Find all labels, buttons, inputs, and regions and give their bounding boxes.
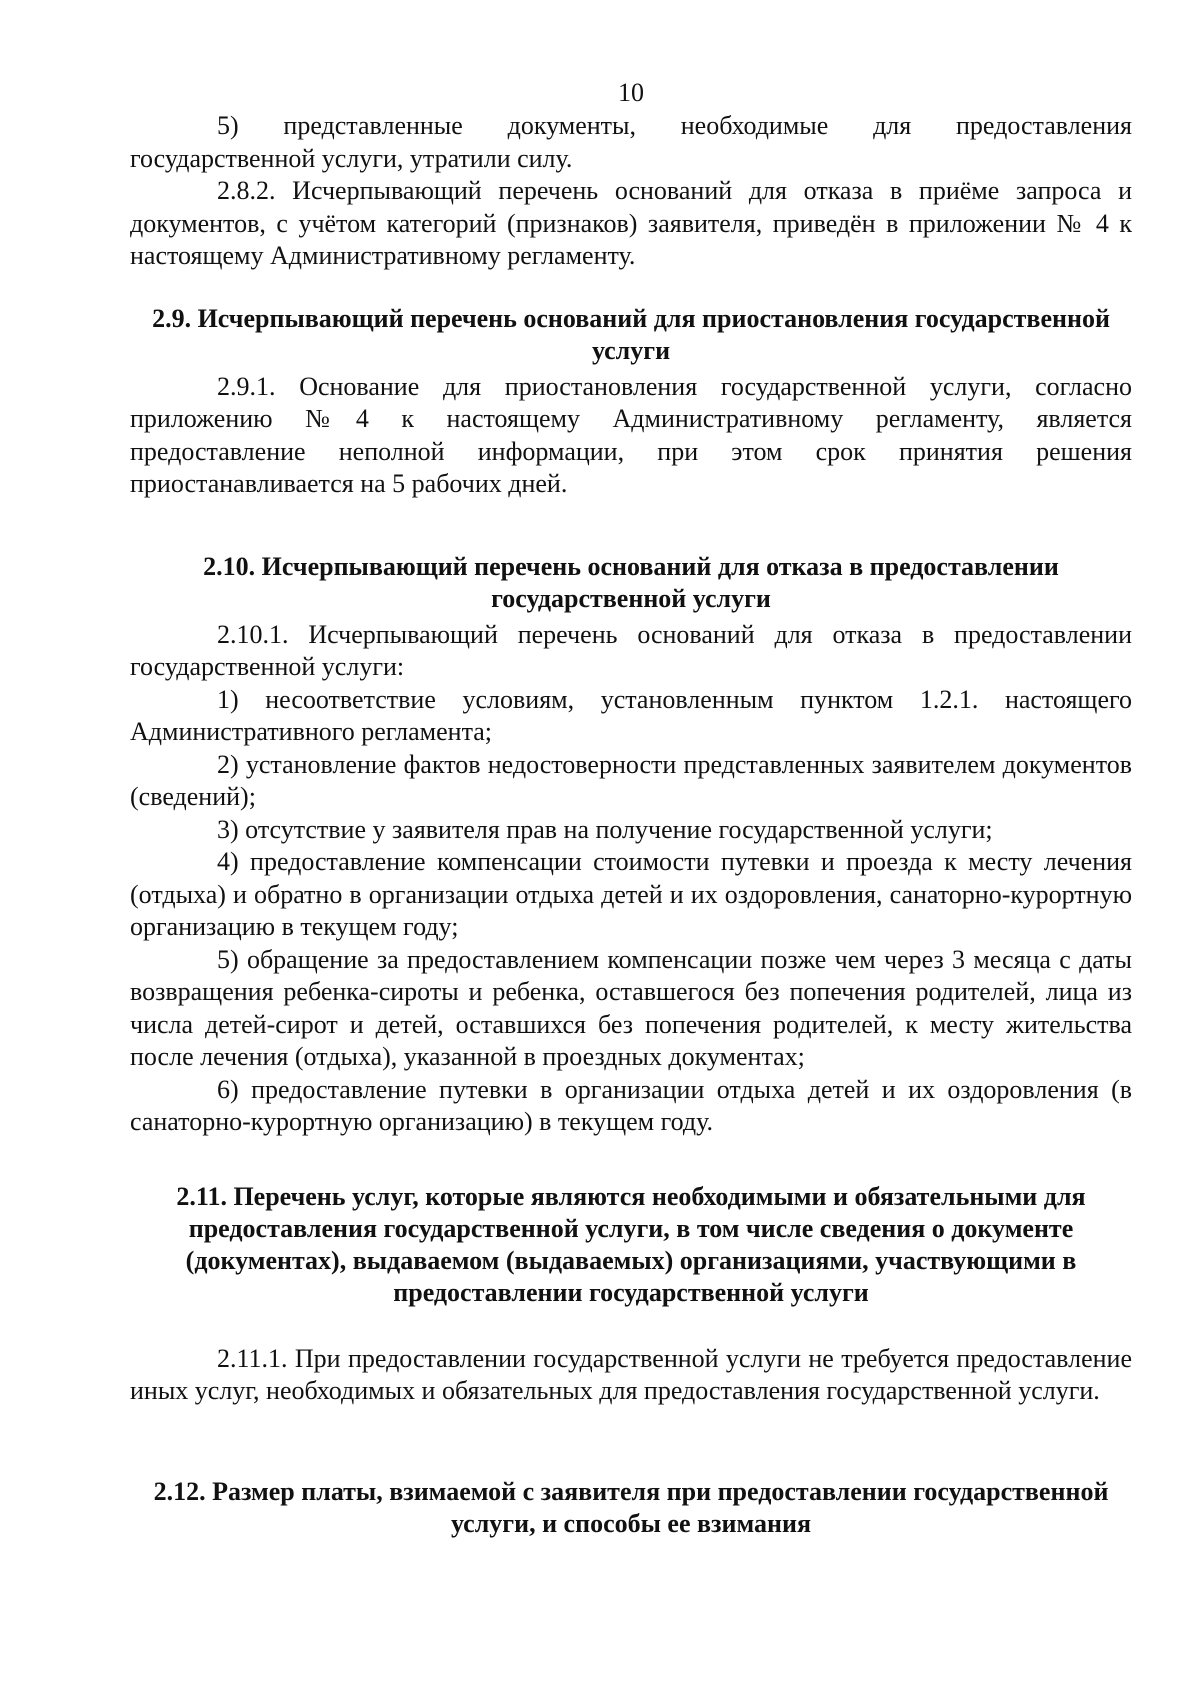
paragraph-2-10-1: 2.10.1. Исчерпывающий перечень оснований для отказа в предоставлении государственной услуги: — [130, 619, 1132, 681]
paragraph-2-9-1: 2.9.1. Основание для приостановления государственной услуги, согласно приложению №4 к настоящему Административному регламенту, является предоставление неполной информации, при этом срок принятия решения приостанавливается на 5 рабочих дней. — [130, 371, 1132, 498]
paragraph-item-5: 5) представленные документы, необходимые для предоставления государственной услуги, утратили силу. — [130, 111, 1132, 173]
document-page — [130, 78, 1132, 1540]
section-heading-2-9: 2.9. Исчерпывающий перечень оснований для приостановления государственной услуги — [152, 303, 1110, 365]
list-item-6: 6) предоставление путевки в организации отдыха детей и их оздоровления (в санаторно-курортную организацию) в текущем году. — [130, 1074, 1132, 1136]
list-item-2: 2) установление фактов недостоверности представленных заявителем документов (сведений); — [130, 749, 1132, 811]
section-heading-2-10: 2.10. Исчерпывающий перечень оснований для отказа в предоставлении государственной услуги — [203, 551, 1059, 613]
list-item-3: 3) отсутствие у заявителя прав на получение государственной услуги; — [217, 814, 993, 844]
section-heading-2-12: 2.12. Размер платы, взимаемой с заявителя при предоставлении государственной услуги, и способы ее взимания — [153, 1476, 1109, 1538]
paragraph-2-11-1: 2.11.1. При предоставлении государственной услуги не требуется предоставление иных услуг, необходимых и обязательных для предоставления государственной услуги. — [130, 1343, 1132, 1405]
section-heading-2-11: 2.11. Перечень услуг, которые являются необходимыми и обязательными для предоставления государственной услуги, в том числе сведения о документе (документах), выдаваемом (выдаваемых) организациями, участвующими в предоставлении государственной услуги — [176, 1181, 1086, 1307]
paragraph-2-8-2: 2.8.2. Исчерпывающий перечень оснований для отказа в приёме запроса и документов, с учётом категорий (признаков) заявителя, приведён в приложении № 4 к настоящему Административному регламенту. — [130, 176, 1132, 270]
list-item-4: 4) предоставление компенсации стоимости путевки и проезда к месту лечения (отдыха) и обратно в организации отдыха детей и их оздоровления, санаторно-курортную организацию в текущем году; — [130, 847, 1132, 941]
list-item-1: 1) несоответствие условиям, установленным пунктом 1.2.1. настоящего Административного регламента; — [130, 684, 1132, 746]
list-item-5: 5) обращение за предоставлением компенсации позже чем через 3 месяца с даты возвращения ребенка-сироты и ребенка, оставшегося без попечения родителей, лица из числа детей-сирот и детей, оставшихся без попечения родителей, к месту жительства после лечения (отдыха), указанной в проездных документах; — [130, 944, 1132, 1071]
page-number: 10 — [618, 78, 644, 107]
